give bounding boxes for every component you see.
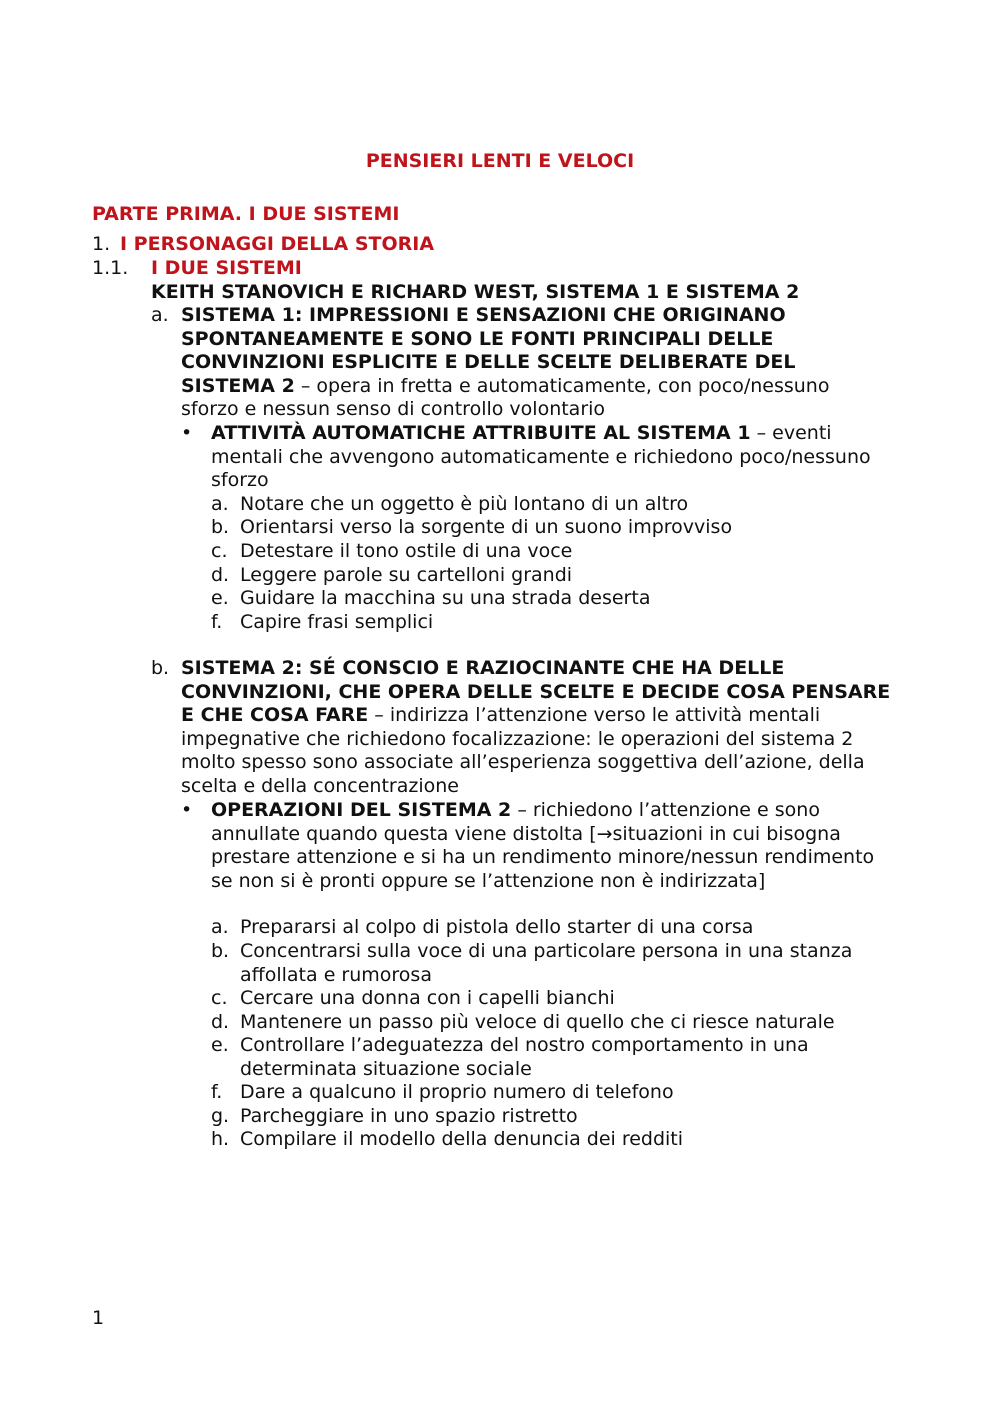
s2-bullet-heading: OPERAZIONI DEL SISTEMA 2 (211, 799, 512, 821)
s2-bullet-icon: • (181, 799, 193, 821)
document-title: PENSIERI LENTI E VELOCI (365, 150, 635, 172)
s2-item: Cercare una donna con i capelli bianchi (240, 987, 615, 1009)
s1-item: Notare che un oggetto è più lontano di un altro (240, 493, 689, 515)
section-number: 1.1. (92, 257, 129, 279)
s1-bullet-icon: • (181, 422, 193, 444)
s2-item: Mantenere un passo più veloce di quello che ci riesce naturale (240, 1011, 835, 1033)
page-number: 1 (92, 1307, 105, 1329)
s2-item-marker: c. (211, 987, 228, 1009)
s2-heading: SISTEMA 2: SÉ CONSCIO E RAZIOCINANTE CHE HA DELLE CONVINZIONI, CHE OPERA DELLE SCELTE E DECIDE COSA PENSARE E CHE COSA FARE (181, 657, 891, 726)
s1-item: Leggere parole su cartelloni grandi (240, 564, 573, 586)
s2-item-marker: e. (211, 1034, 229, 1056)
authors-heading: KEITH STANOVICH E RICHARD WEST, SISTEMA 1 E SISTEMA 2 (151, 281, 800, 303)
s2-item-marker: h. (211, 1128, 230, 1150)
s1-heading: SISTEMA 1: IMPRESSIONI E SENSAZIONI CHE ORIGINANO SPONTANEAMENTE E SONO LE FONTI PRINCIPALI DELLE CONVINZIONI ESPLICITE E DELLE SCELTE DELIBERATE DEL SISTEMA 2 (181, 304, 796, 397)
s2-item-marker: a. (211, 916, 229, 938)
part-heading: PARTE PRIMA. I DUE SISTEMI (92, 203, 400, 225)
s1-item: Orientarsi verso la sorgente di un suono improvviso (240, 516, 733, 538)
section-title: I DUE SISTEMI (151, 257, 302, 279)
s2-item: Compilare il modello della denuncia dei redditi (240, 1128, 684, 1150)
s1-marker: a. (151, 304, 169, 326)
s1-item-marker: a. (211, 493, 229, 515)
s1-bullet-description: – eventi mentali che avvengono automaticamente e richiedono poco/nessuno sforzo (211, 422, 871, 491)
s2-item: Prepararsi al colpo di pistola dello starter di una corsa (240, 916, 754, 938)
s2-item-marker: f. (211, 1081, 223, 1103)
s2-description: – indirizza l’attenzione verso le attività mentali impegnative che richiedono focalizzazione: le operazioni del sistema 2 molto spesso sono associate all’esperienza soggettiva dell’azione, della scelta e della concentrazione (181, 704, 865, 797)
s1-item-marker: c. (211, 540, 228, 562)
s1-paragraph (181, 304, 886, 422)
s2-item: Dare a qualcuno il proprio numero di telefono (240, 1081, 674, 1103)
s1-description: – opera in fretta e automaticamente, con poco/nessuno sforzo e nessun senso di controllo volontario (181, 374, 830, 420)
s2-item-marker: g. (211, 1105, 230, 1127)
s2-item-marker: b. (211, 940, 230, 962)
s2-bullet-paragraph (211, 799, 893, 893)
s2-item: Controllare l’adeguatezza del nostro comportamento in una determinata situazione sociale (240, 1034, 809, 1080)
s2-item-marker: d. (211, 1011, 230, 1033)
s1-item-marker: f. (211, 611, 223, 633)
s2-paragraph (181, 657, 893, 798)
s1-bullet-heading: ATTIVITÀ AUTOMATICHE ATTRIBUITE AL SISTEMA 1 (211, 422, 751, 444)
s1-item: Capire frasi semplici (240, 611, 434, 633)
s1-item: Detestare il tono ostile di una voce (240, 540, 573, 562)
s2-bullet-description: – richiedono l’attenzione e sono annullate quando questa viene distolta [→situazioni in cui bisogna prestare attenzione e si ha un rendimento minore/nessun rendimento se non si è pronti oppure se l’attenzione non è indirizzata] (211, 799, 875, 892)
s1-item: Guidare la macchina su una strada deserta (240, 587, 651, 609)
s1-item-marker: d. (211, 564, 230, 586)
s1-item-marker: e. (211, 587, 229, 609)
chapter-title: I PERSONAGGI DELLA STORIA (120, 233, 435, 255)
chapter-number: 1. (92, 233, 111, 255)
s2-item: Parcheggiare in uno spazio ristretto (240, 1105, 578, 1127)
s1-bullet-paragraph (211, 422, 886, 493)
s2-marker: b. (151, 657, 170, 679)
s1-item-marker: b. (211, 516, 230, 538)
s2-item: Concentrarsi sulla voce di una particolare persona in una stanza affollata e rumorosa (240, 940, 853, 986)
